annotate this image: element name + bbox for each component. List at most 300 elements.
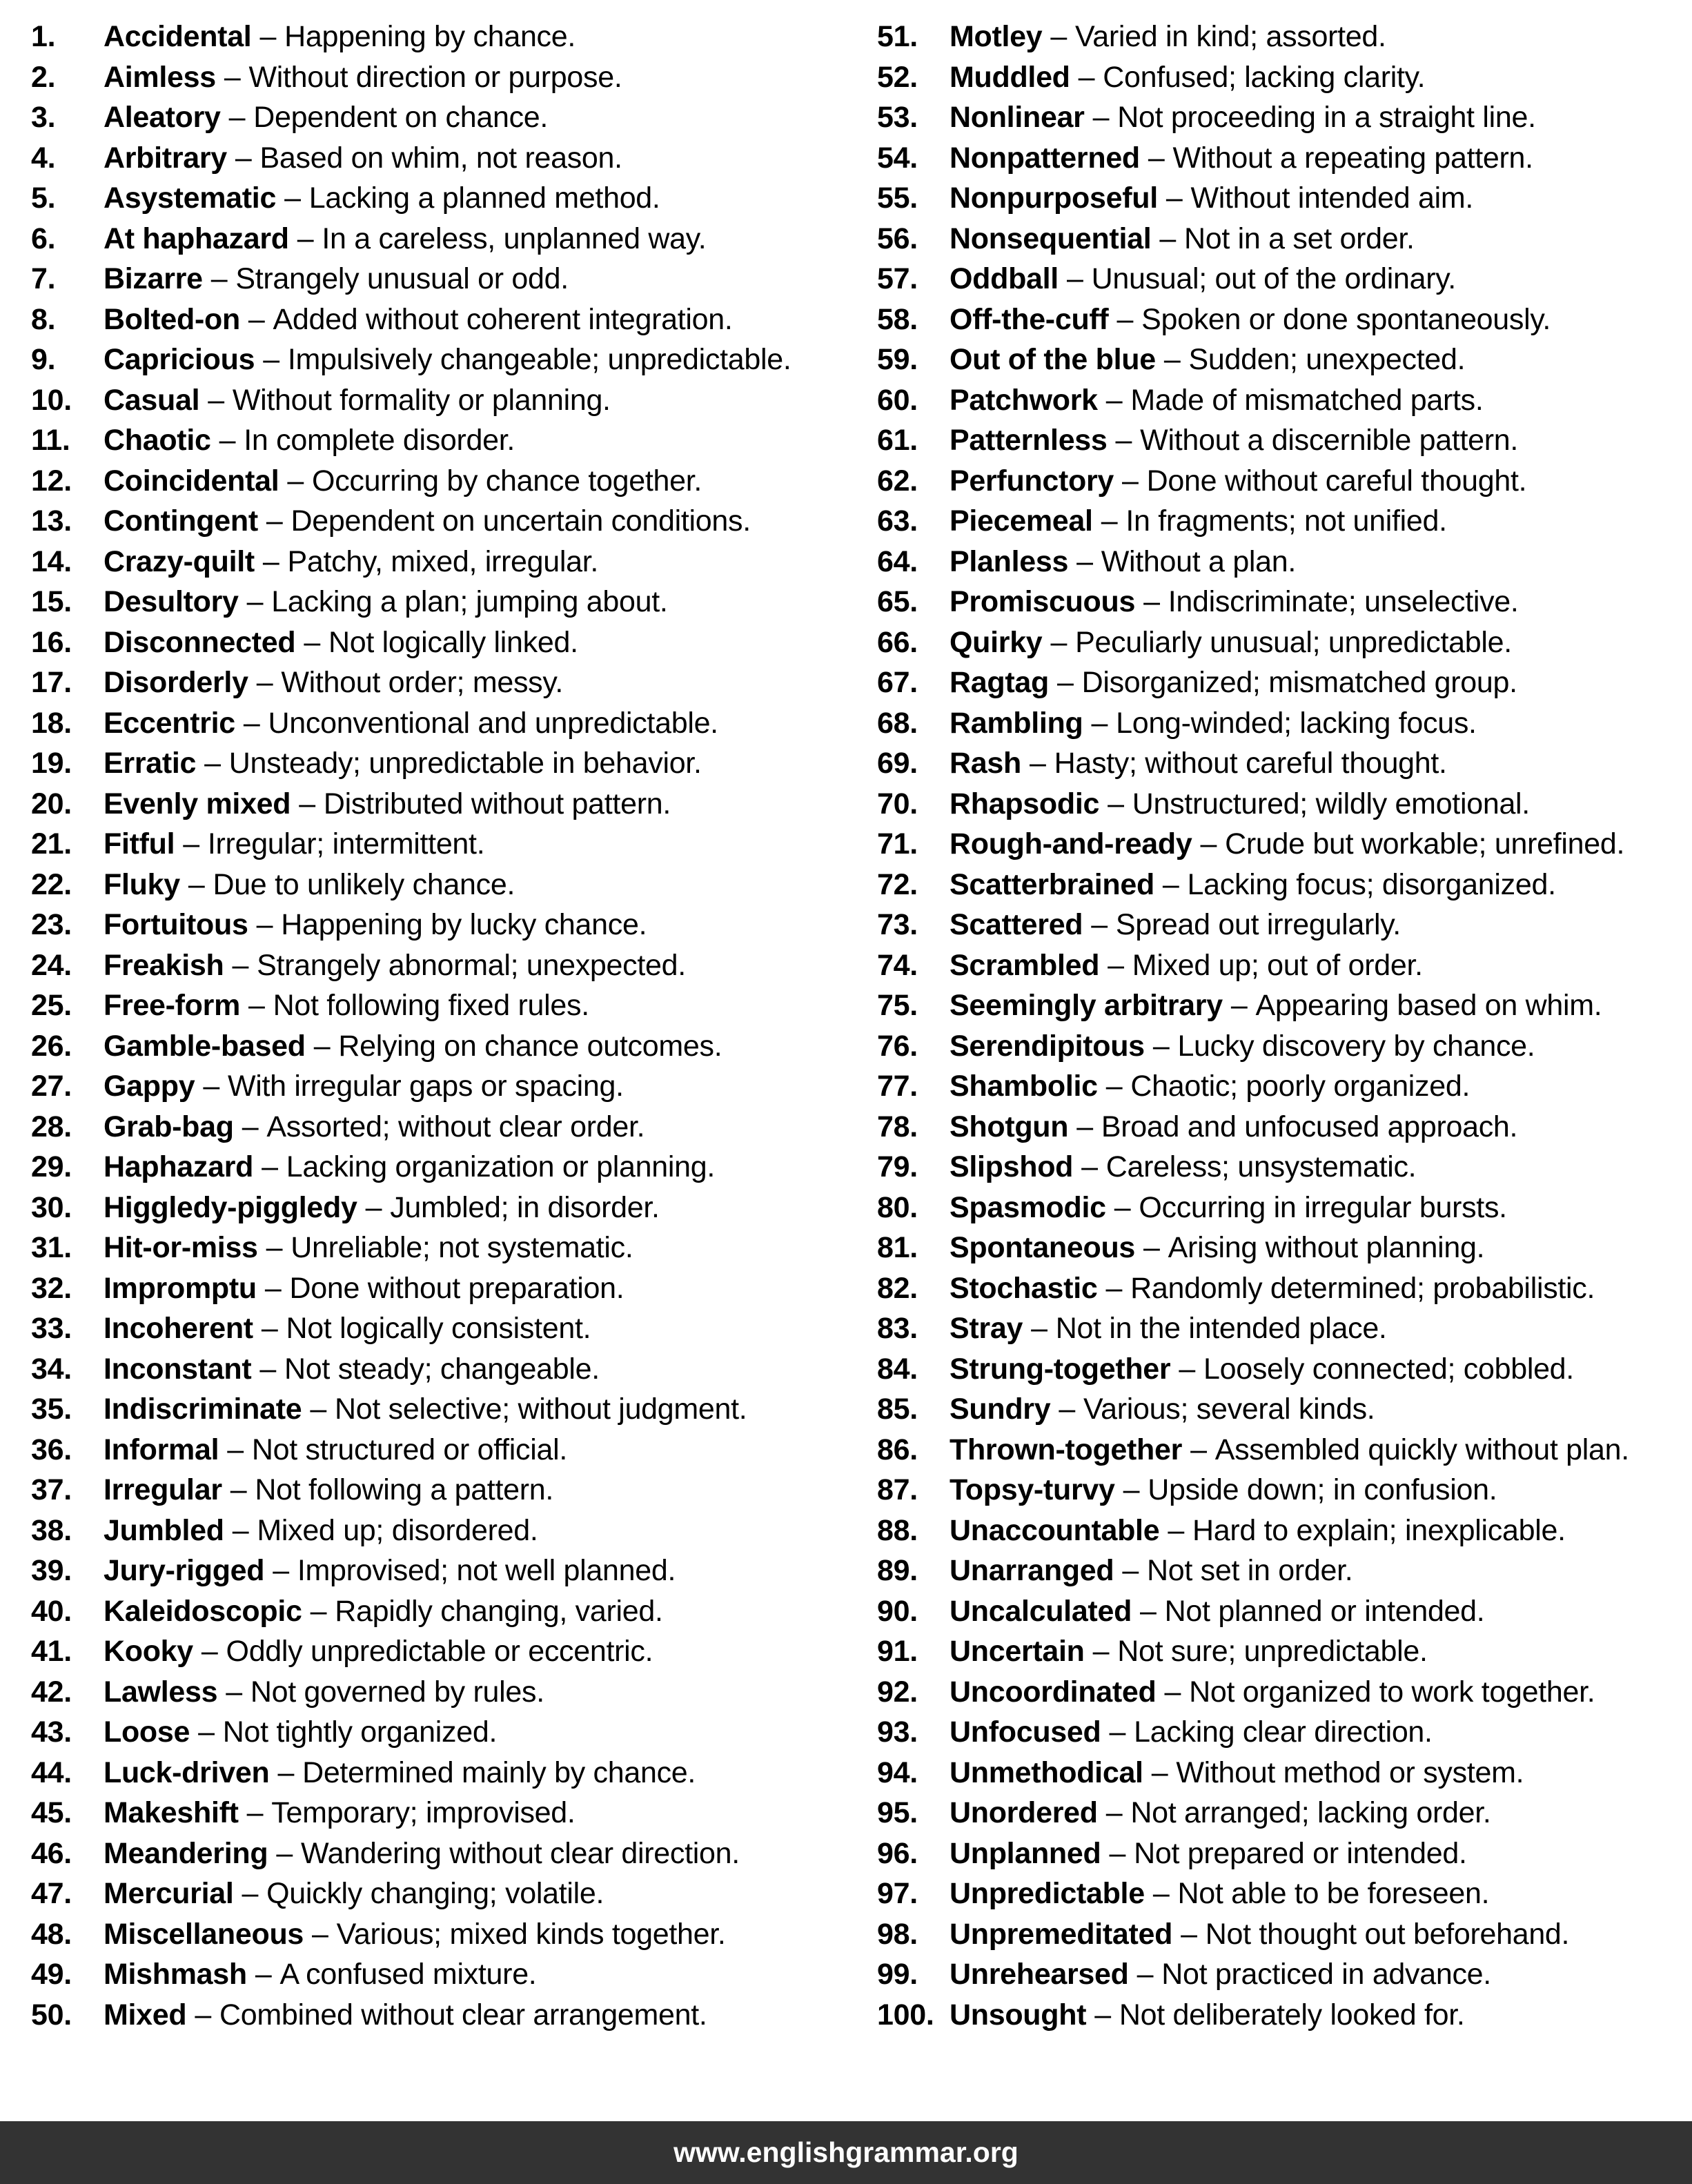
- item-separator: –: [1115, 424, 1132, 457]
- item-definition: Not in the intended place.: [1055, 1312, 1387, 1345]
- item-definition: Irregular; intermittent.: [207, 827, 485, 860]
- item-number: 59.: [877, 343, 918, 376]
- item-separator: –: [1179, 1352, 1195, 1386]
- item-separator: –: [243, 706, 260, 740]
- item-term: Nonlinear: [950, 101, 1085, 134]
- item-definition: Not following fixed rules.: [273, 989, 589, 1022]
- item-separator: –: [188, 867, 205, 901]
- item-number: 94.: [877, 1755, 918, 1789]
- item-number: 63.: [877, 504, 918, 538]
- item-separator: –: [1092, 101, 1110, 134]
- item-separator: –: [1148, 141, 1165, 175]
- item-term: Free-form: [104, 989, 241, 1022]
- item-definition: Assembled quickly without plan.: [1214, 1433, 1629, 1466]
- item-term: Slipshod: [950, 1150, 1074, 1183]
- item-definition: Spread out irregularly.: [1115, 908, 1401, 941]
- item-separator: –: [1164, 1675, 1181, 1709]
- list-item: [31, 542, 846, 582]
- item-number: 53.: [877, 101, 918, 134]
- item-term: Unarranged: [950, 1554, 1114, 1587]
- item-text: [104, 865, 515, 905]
- item-separator: –: [1143, 585, 1160, 618]
- item-separator: –: [1152, 1029, 1170, 1063]
- item-term: Rhapsodic: [950, 787, 1100, 820]
- item-separator: –: [228, 101, 246, 134]
- item-separator: –: [262, 544, 279, 578]
- item-definition: Lacking clear direction.: [1134, 1715, 1433, 1749]
- item-text: [104, 57, 622, 98]
- item-term: Incoherent: [104, 1312, 253, 1345]
- item-definition: Strangely unusual or odd.: [235, 262, 569, 295]
- item-definition: In fragments; not unified.: [1125, 504, 1447, 538]
- item-text: [104, 340, 791, 380]
- list-item: [877, 1631, 1692, 1672]
- item-term: Seemingly arbitrary: [950, 989, 1223, 1022]
- item-number: 7.: [31, 262, 56, 295]
- item-term: Contingent: [104, 504, 258, 538]
- item-definition: Without a plan.: [1101, 544, 1297, 578]
- item-number: 21.: [31, 827, 72, 860]
- item-term: Mixed: [104, 1998, 187, 2031]
- item-text: [950, 1308, 1387, 1349]
- list-item: [31, 17, 846, 57]
- item-number: 88.: [877, 1513, 918, 1547]
- item-term: Unplanned: [950, 1836, 1101, 1870]
- list-item: [877, 1268, 1692, 1309]
- item-number: 48.: [31, 1917, 72, 1951]
- item-definition: Broad and unfocused approach.: [1101, 1110, 1518, 1143]
- item-definition: Unstructured; wildly emotional.: [1132, 787, 1530, 820]
- item-text: [950, 1591, 1484, 1632]
- item-definition: Oddly unpredictable or eccentric.: [226, 1635, 653, 1668]
- item-definition: Made of mismatched parts.: [1130, 383, 1484, 417]
- item-text: [104, 461, 702, 502]
- item-term: Uncoordinated: [950, 1675, 1157, 1709]
- item-number: 92.: [877, 1675, 918, 1709]
- list-item: [877, 1712, 1692, 1753]
- list-item: [877, 380, 1692, 421]
- item-number: 71.: [877, 827, 918, 860]
- item-term: Nonsequential: [950, 222, 1152, 255]
- item-definition: Chaotic; poorly organized.: [1130, 1070, 1470, 1103]
- item-definition: Not planned or intended.: [1164, 1594, 1485, 1628]
- item-text: [950, 945, 1423, 986]
- list-item: [877, 1389, 1692, 1430]
- item-number: 62.: [877, 464, 918, 498]
- item-number: 83.: [877, 1312, 918, 1345]
- list-item: [877, 1995, 1692, 2036]
- item-text: [104, 945, 686, 986]
- item-number: 19.: [31, 747, 72, 780]
- item-text: [104, 380, 611, 421]
- item-separator: –: [195, 1998, 211, 2031]
- item-separator: –: [219, 424, 236, 457]
- list-item: [31, 219, 846, 259]
- list-item: [31, 1066, 846, 1107]
- item-separator: –: [1101, 504, 1118, 538]
- item-term: Coincidental: [104, 464, 279, 498]
- item-text: [950, 178, 1473, 219]
- item-separator: –: [1152, 1877, 1170, 1910]
- list-item: [31, 501, 846, 542]
- item-separator: –: [304, 625, 320, 659]
- list-item: [31, 784, 846, 825]
- item-term: Lawless: [104, 1675, 218, 1709]
- item-term: Scrambled: [950, 948, 1100, 982]
- item-term: Indiscriminate: [104, 1393, 302, 1426]
- list-item: [877, 1914, 1692, 1955]
- item-definition: Without a repeating pattern.: [1172, 141, 1533, 175]
- item-definition: Strangely abnormal; unexpected.: [257, 948, 686, 982]
- item-number: 56.: [877, 222, 918, 255]
- list-item: [877, 1833, 1692, 1874]
- item-term: Off-the-cuff: [950, 302, 1109, 336]
- item-text: [104, 703, 718, 744]
- item-text: [950, 582, 1519, 622]
- item-number: 41.: [31, 1635, 72, 1668]
- item-separator: –: [1151, 1755, 1168, 1789]
- item-number: 22.: [31, 867, 72, 901]
- item-separator: –: [365, 1190, 382, 1224]
- item-text: [950, 1753, 1524, 1793]
- item-number: 64.: [877, 544, 918, 578]
- item-separator: –: [261, 1312, 278, 1345]
- item-text: [950, 57, 1425, 98]
- item-separator: –: [183, 827, 199, 860]
- item-term: Thrown-together: [950, 1433, 1183, 1466]
- list-item: [31, 1349, 846, 1390]
- item-definition: Jumbled; in disorder.: [390, 1190, 660, 1224]
- list-item: [877, 582, 1692, 622]
- item-separator: –: [1050, 625, 1068, 659]
- item-definition: Occurring by chance together.: [312, 464, 702, 498]
- item-number: 37.: [31, 1473, 72, 1506]
- item-number: 23.: [31, 908, 72, 941]
- list-item: [877, 259, 1692, 299]
- item-term: Accidental: [104, 20, 252, 53]
- item-definition: Without method or system.: [1176, 1755, 1524, 1789]
- item-number: 8.: [31, 302, 56, 336]
- list-item: [31, 582, 846, 622]
- item-text: [950, 1551, 1352, 1591]
- item-text: [104, 17, 576, 57]
- item-term: Sundry: [950, 1393, 1051, 1426]
- list-item: [31, 703, 846, 744]
- item-term: Promiscuous: [950, 585, 1136, 618]
- item-text: [950, 622, 1512, 663]
- item-text: [950, 1914, 1569, 1955]
- item-term: Spontaneous: [950, 1231, 1136, 1264]
- item-number: 32.: [31, 1271, 72, 1305]
- item-definition: Without formality or planning.: [232, 383, 611, 417]
- item-term: Haphazard: [104, 1150, 254, 1183]
- item-definition: Not proceeding in a straight line.: [1117, 101, 1536, 134]
- item-number: 82.: [877, 1271, 918, 1305]
- item-text: [104, 1793, 576, 1833]
- item-separator: –: [287, 464, 304, 498]
- item-separator: –: [1108, 948, 1124, 982]
- item-term: Jumbled: [104, 1513, 224, 1547]
- list-item: [877, 1188, 1692, 1228]
- item-term: Mishmash: [104, 1958, 247, 1991]
- item-text: [950, 461, 1526, 502]
- right-column: [846, 17, 1692, 2035]
- item-separator: –: [1076, 544, 1093, 578]
- item-number: 4.: [31, 141, 56, 175]
- item-term: Stray: [950, 1312, 1023, 1345]
- item-definition: In a careless, unplanned way.: [322, 222, 707, 255]
- item-text: [950, 259, 1456, 299]
- item-term: Patternless: [950, 424, 1108, 457]
- item-text: [950, 1389, 1375, 1430]
- list-item: [31, 1511, 846, 1551]
- item-separator: –: [1050, 20, 1068, 53]
- item-text: [950, 1954, 1491, 1995]
- item-separator: –: [232, 1513, 249, 1547]
- item-term: Shambolic: [950, 1070, 1098, 1103]
- item-text: [950, 824, 1624, 865]
- item-definition: Careless; unsystematic.: [1105, 1150, 1417, 1183]
- item-term: Strung-together: [950, 1352, 1171, 1386]
- item-text: [104, 582, 668, 622]
- item-definition: Impulsively changeable; unpredictable.: [287, 343, 791, 376]
- item-number: 47.: [31, 1877, 72, 1910]
- list-item: [31, 1954, 846, 1995]
- item-text: [950, 1672, 1595, 1713]
- item-term: Serendipitous: [950, 1029, 1145, 1063]
- item-number: 85.: [877, 1393, 918, 1426]
- item-number: 65.: [877, 585, 918, 618]
- item-text: [104, 1551, 676, 1591]
- item-number: 96.: [877, 1836, 918, 1870]
- item-text: [104, 178, 660, 219]
- item-term: Informal: [104, 1433, 219, 1466]
- list-item: [877, 1672, 1692, 1713]
- item-term: Motley: [950, 20, 1043, 53]
- item-separator: –: [1137, 1958, 1154, 1991]
- item-definition: Unreliable; not systematic.: [291, 1231, 633, 1264]
- item-text: [950, 1470, 1497, 1511]
- item-definition: Not structured or official.: [251, 1433, 567, 1466]
- item-definition: Hard to explain; inexplicable.: [1192, 1513, 1566, 1547]
- item-number: 90.: [877, 1594, 918, 1628]
- item-term: Kooky: [104, 1635, 193, 1668]
- item-definition: Disorganized; mismatched group.: [1081, 666, 1517, 699]
- list-item: [877, 57, 1692, 98]
- item-text: [950, 1228, 1484, 1268]
- list-item: [31, 1268, 846, 1309]
- item-text: [104, 1228, 633, 1268]
- list-item: [877, 1066, 1692, 1107]
- item-definition: Hasty; without careful thought.: [1054, 747, 1447, 780]
- item-definition: Not steady; changeable.: [284, 1352, 600, 1386]
- item-text: [104, 743, 702, 784]
- item-separator: –: [310, 1393, 326, 1426]
- list-item: [877, 1147, 1692, 1188]
- list-item: [877, 340, 1692, 380]
- item-separator: –: [1230, 989, 1248, 1022]
- item-separator: –: [1140, 1594, 1157, 1628]
- item-term: Rambling: [950, 706, 1083, 740]
- item-number: 52.: [877, 60, 918, 94]
- item-text: [104, 622, 578, 663]
- list-item: [31, 1430, 846, 1470]
- list-item: [877, 17, 1692, 57]
- item-term: Nonpatterned: [950, 141, 1140, 175]
- item-separator: –: [1165, 181, 1183, 215]
- list-item: [31, 138, 846, 179]
- item-term: Arbitrary: [104, 141, 227, 175]
- item-definition: Not able to be foreseen.: [1177, 1877, 1490, 1910]
- item-text: [950, 784, 1530, 825]
- item-separator: –: [1108, 787, 1124, 820]
- list-item: [877, 985, 1692, 1026]
- item-number: 42.: [31, 1675, 72, 1709]
- list-item: [877, 945, 1692, 986]
- list-item: [31, 259, 846, 299]
- list-item: [877, 1753, 1692, 1793]
- item-separator: –: [1123, 1473, 1140, 1506]
- item-number: 74.: [877, 948, 918, 982]
- item-term: Jury-rigged: [104, 1554, 265, 1587]
- item-text: [950, 1268, 1595, 1309]
- item-text: [104, 542, 598, 582]
- list-item: [31, 1147, 846, 1188]
- item-term: Spasmodic: [950, 1190, 1106, 1224]
- item-separator: –: [224, 60, 241, 94]
- item-text: [104, 1914, 726, 1955]
- item-separator: –: [299, 787, 315, 820]
- item-definition: Rapidly changing, varied.: [335, 1594, 663, 1628]
- item-term: Unpredictable: [950, 1877, 1145, 1910]
- list-item: [31, 1551, 846, 1591]
- item-term: Gappy: [104, 1070, 195, 1103]
- item-term: Aleatory: [104, 101, 221, 134]
- item-term: Higgledy-piggledy: [104, 1190, 357, 1224]
- item-definition: Temporary; improvised.: [271, 1796, 576, 1829]
- list-item: [31, 1753, 846, 1793]
- item-definition: Done without careful thought.: [1146, 464, 1527, 498]
- item-separator: –: [256, 666, 273, 699]
- item-separator: –: [1200, 827, 1217, 860]
- item-term: Uncalculated: [950, 1594, 1132, 1628]
- item-definition: Not prepared or intended.: [1134, 1836, 1467, 1870]
- item-separator: –: [1091, 706, 1108, 740]
- item-definition: Not sure; unpredictable.: [1117, 1635, 1428, 1668]
- item-separator: –: [255, 1958, 272, 1991]
- list-item: [877, 1308, 1692, 1349]
- item-text: [104, 299, 733, 340]
- item-term: Fluky: [104, 867, 180, 901]
- item-text: [950, 985, 1602, 1026]
- item-definition: Appearing based on whim.: [1255, 989, 1602, 1022]
- item-separator: –: [242, 1110, 259, 1143]
- item-text: [104, 1511, 538, 1551]
- list-item: [31, 1995, 846, 2036]
- item-text: [104, 1954, 536, 1995]
- item-definition: Lucky discovery by chance.: [1177, 1029, 1535, 1063]
- item-number: 26.: [31, 1029, 72, 1063]
- item-text: [950, 1712, 1433, 1753]
- list-item: [877, 542, 1692, 582]
- item-definition: Not in a set order.: [1183, 222, 1415, 255]
- item-term: Unmethodical: [950, 1755, 1143, 1789]
- item-separator: –: [297, 222, 314, 255]
- list-item: [31, 1712, 846, 1753]
- item-definition: Not deliberately looked for.: [1119, 1998, 1465, 2031]
- list-item: [31, 57, 846, 98]
- list-item: [877, 1551, 1692, 1591]
- item-definition: Not logically linked.: [328, 625, 578, 659]
- item-text: [950, 1995, 1465, 2036]
- item-separator: –: [230, 1473, 247, 1506]
- item-text: [104, 1712, 497, 1753]
- item-term: Hit-or-miss: [104, 1231, 258, 1264]
- item-separator: –: [1109, 1836, 1126, 1870]
- item-term: Nonpurposeful: [950, 181, 1158, 215]
- item-number: 84.: [877, 1352, 918, 1386]
- list-item: [31, 461, 846, 502]
- item-text: [104, 138, 622, 179]
- list-item: [877, 461, 1692, 502]
- item-separator: –: [1076, 1110, 1093, 1143]
- item-definition: Added without coherent integration.: [273, 302, 733, 336]
- item-number: 70.: [877, 787, 918, 820]
- item-term: Disorderly: [104, 666, 248, 699]
- item-term: Patchwork: [950, 383, 1098, 417]
- item-number: 10.: [31, 383, 72, 417]
- item-separator: –: [1066, 262, 1083, 295]
- item-term: Capricious: [104, 343, 255, 376]
- item-text: [104, 1591, 663, 1632]
- list-item: [877, 1228, 1692, 1268]
- list-item: [31, 299, 846, 340]
- list-item: [31, 985, 846, 1026]
- item-definition: Peculiarly unusual; unpredictable.: [1075, 625, 1512, 659]
- item-term: Piecemeal: [950, 504, 1093, 538]
- item-term: Unaccountable: [950, 1513, 1160, 1547]
- item-text: [104, 985, 589, 1026]
- item-separator: –: [1190, 1433, 1207, 1466]
- item-term: Chaotic: [104, 424, 211, 457]
- item-term: Inconstant: [104, 1352, 252, 1386]
- item-definition: Arising without planning.: [1168, 1231, 1485, 1264]
- item-definition: Wandering without clear direction.: [300, 1836, 740, 1870]
- item-definition: Without direction or purpose.: [248, 60, 622, 94]
- item-term: Oddball: [950, 262, 1059, 295]
- item-number: 36.: [31, 1433, 72, 1466]
- item-number: 75.: [877, 989, 918, 1022]
- item-definition: Dependent on uncertain conditions.: [291, 504, 751, 538]
- item-separator: –: [248, 989, 265, 1022]
- item-text: [950, 219, 1415, 259]
- item-definition: Improvised; not well planned.: [297, 1554, 676, 1587]
- item-text: [950, 97, 1536, 138]
- item-term: Planless: [950, 544, 1069, 578]
- item-number: 50.: [31, 1998, 72, 2031]
- item-number: 77.: [877, 1070, 918, 1103]
- item-text: [104, 1147, 715, 1188]
- item-definition: Dependent on chance.: [253, 101, 549, 134]
- item-number: 81.: [877, 1231, 918, 1264]
- item-term: Scattered: [950, 908, 1083, 941]
- item-number: 49.: [31, 1958, 72, 1991]
- item-separator: –: [1163, 343, 1181, 376]
- item-definition: Randomly determined; probabilistic.: [1130, 1271, 1595, 1305]
- item-number: 35.: [31, 1393, 72, 1426]
- item-definition: Mixed up; disordered.: [257, 1513, 538, 1547]
- list-item: [877, 1793, 1692, 1833]
